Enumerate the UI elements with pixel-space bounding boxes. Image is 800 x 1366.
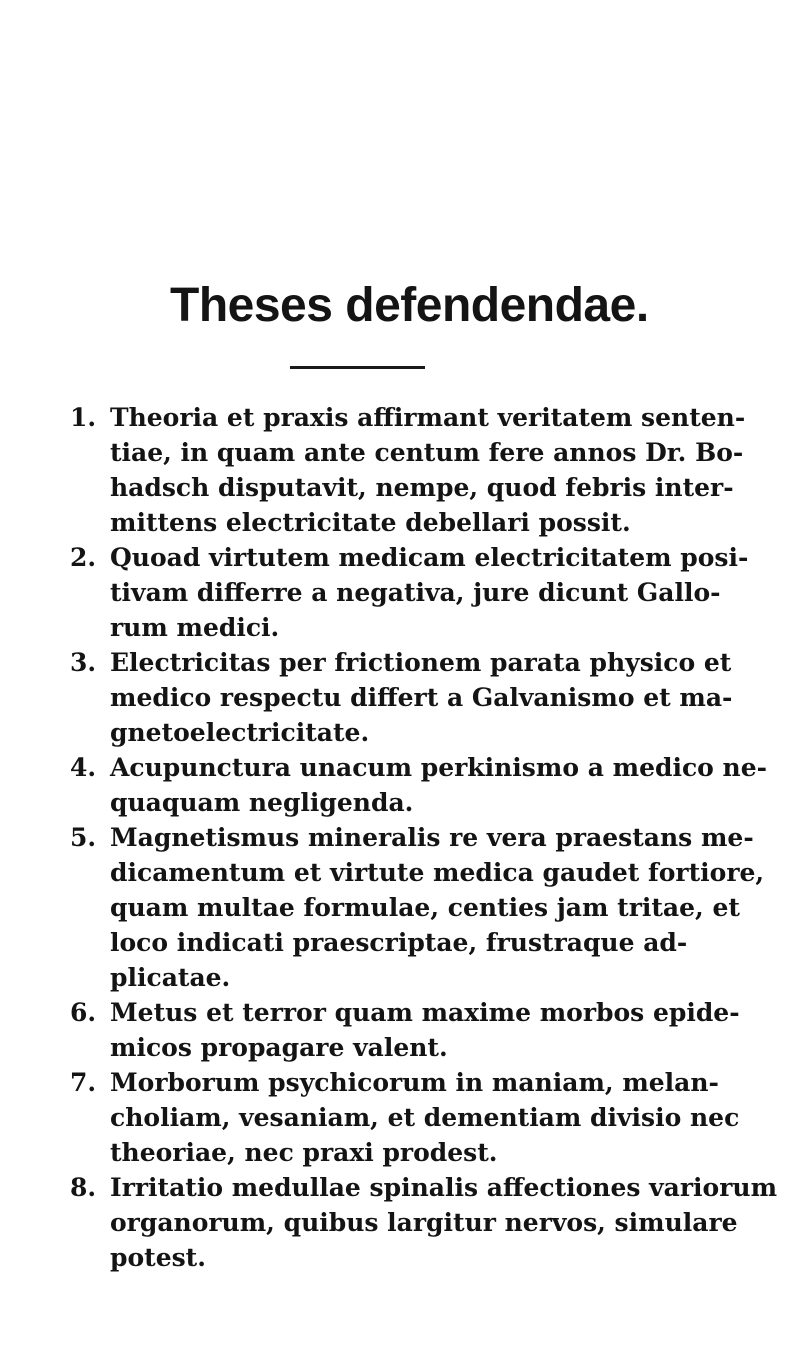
thesis-line: tivam differre a negativa, jure dicunt Gallo- bbox=[110, 578, 721, 607]
thesis-line: plicatae. bbox=[110, 963, 231, 992]
thesis-line: potest. bbox=[110, 1243, 206, 1272]
thesis-item bbox=[70, 1065, 760, 1170]
thesis-item bbox=[70, 645, 760, 750]
thesis-item bbox=[70, 400, 760, 540]
thesis-number: 4. bbox=[70, 753, 97, 782]
thesis-number: 2. bbox=[70, 543, 97, 572]
page-title: Theses defendendae. bbox=[170, 279, 649, 332]
thesis-number: 5. bbox=[70, 823, 97, 852]
thesis-line: Metus et terror quam maxime morbos epide- bbox=[110, 998, 740, 1027]
thesis-line: hadsch disputavit, nempe, quod febris inter- bbox=[110, 473, 734, 502]
thesis-line: Electricitas per frictionem parata physico et bbox=[110, 648, 732, 677]
thesis-line: Irritatio medullae spinalis affectiones variorum bbox=[110, 1173, 778, 1202]
thesis-line: mittens electricitate debellari possit. bbox=[110, 508, 631, 537]
thesis-number: 3. bbox=[70, 648, 97, 677]
thesis-line: Theoria et praxis affirmant veritatem senten- bbox=[110, 403, 746, 432]
thesis-line: quaquam negligenda. bbox=[110, 788, 414, 817]
thesis-line: rum medici. bbox=[110, 613, 280, 642]
thesis-line: Morborum psychicorum in maniam, melan- bbox=[110, 1068, 719, 1097]
title-rule bbox=[290, 366, 425, 369]
thesis-number: 6. bbox=[70, 998, 97, 1027]
thesis-line: gnetoelectricitate. bbox=[110, 718, 370, 747]
thesis-line: Magnetismus mineralis re vera praestans me- bbox=[110, 823, 754, 852]
thesis-line: medico respectu differt a Galvanismo et ma- bbox=[110, 683, 733, 712]
thesis-item bbox=[70, 820, 765, 995]
thesis-line: tiae, in quam ante centum fere annos Dr. Bo- bbox=[110, 438, 744, 467]
thesis-line: quam multae formulae, centies jam tritae, et bbox=[110, 893, 740, 922]
thesis-number: 7. bbox=[70, 1068, 97, 1097]
thesis-number: 1. bbox=[70, 403, 97, 432]
thesis-line: dicamentum et virtute medica gaudet fortiore, bbox=[110, 858, 765, 887]
thesis-number: 8. bbox=[70, 1173, 97, 1202]
thesis-line: organorum, quibus largitur nervos, simulare bbox=[110, 1208, 738, 1237]
thesis-item bbox=[70, 1170, 778, 1275]
thesis-item bbox=[70, 750, 768, 820]
thesis-line: Acupunctura unacum perkinismo a medico ne- bbox=[110, 753, 768, 782]
thesis-item bbox=[70, 995, 760, 1065]
thesis-line: loco indicati praescriptae, frustraque ad- bbox=[110, 928, 688, 957]
theses-list bbox=[70, 400, 778, 1275]
thesis-line: theoriae, nec praxi prodest. bbox=[110, 1138, 498, 1167]
thesis-item bbox=[70, 540, 760, 645]
thesis-line: micos propagare valent. bbox=[110, 1033, 448, 1062]
thesis-line: Quoad virtutem medicam electricitatem posi- bbox=[110, 543, 749, 572]
thesis-line: choliam, vesaniam, et dementiam divisio nec bbox=[110, 1103, 740, 1132]
